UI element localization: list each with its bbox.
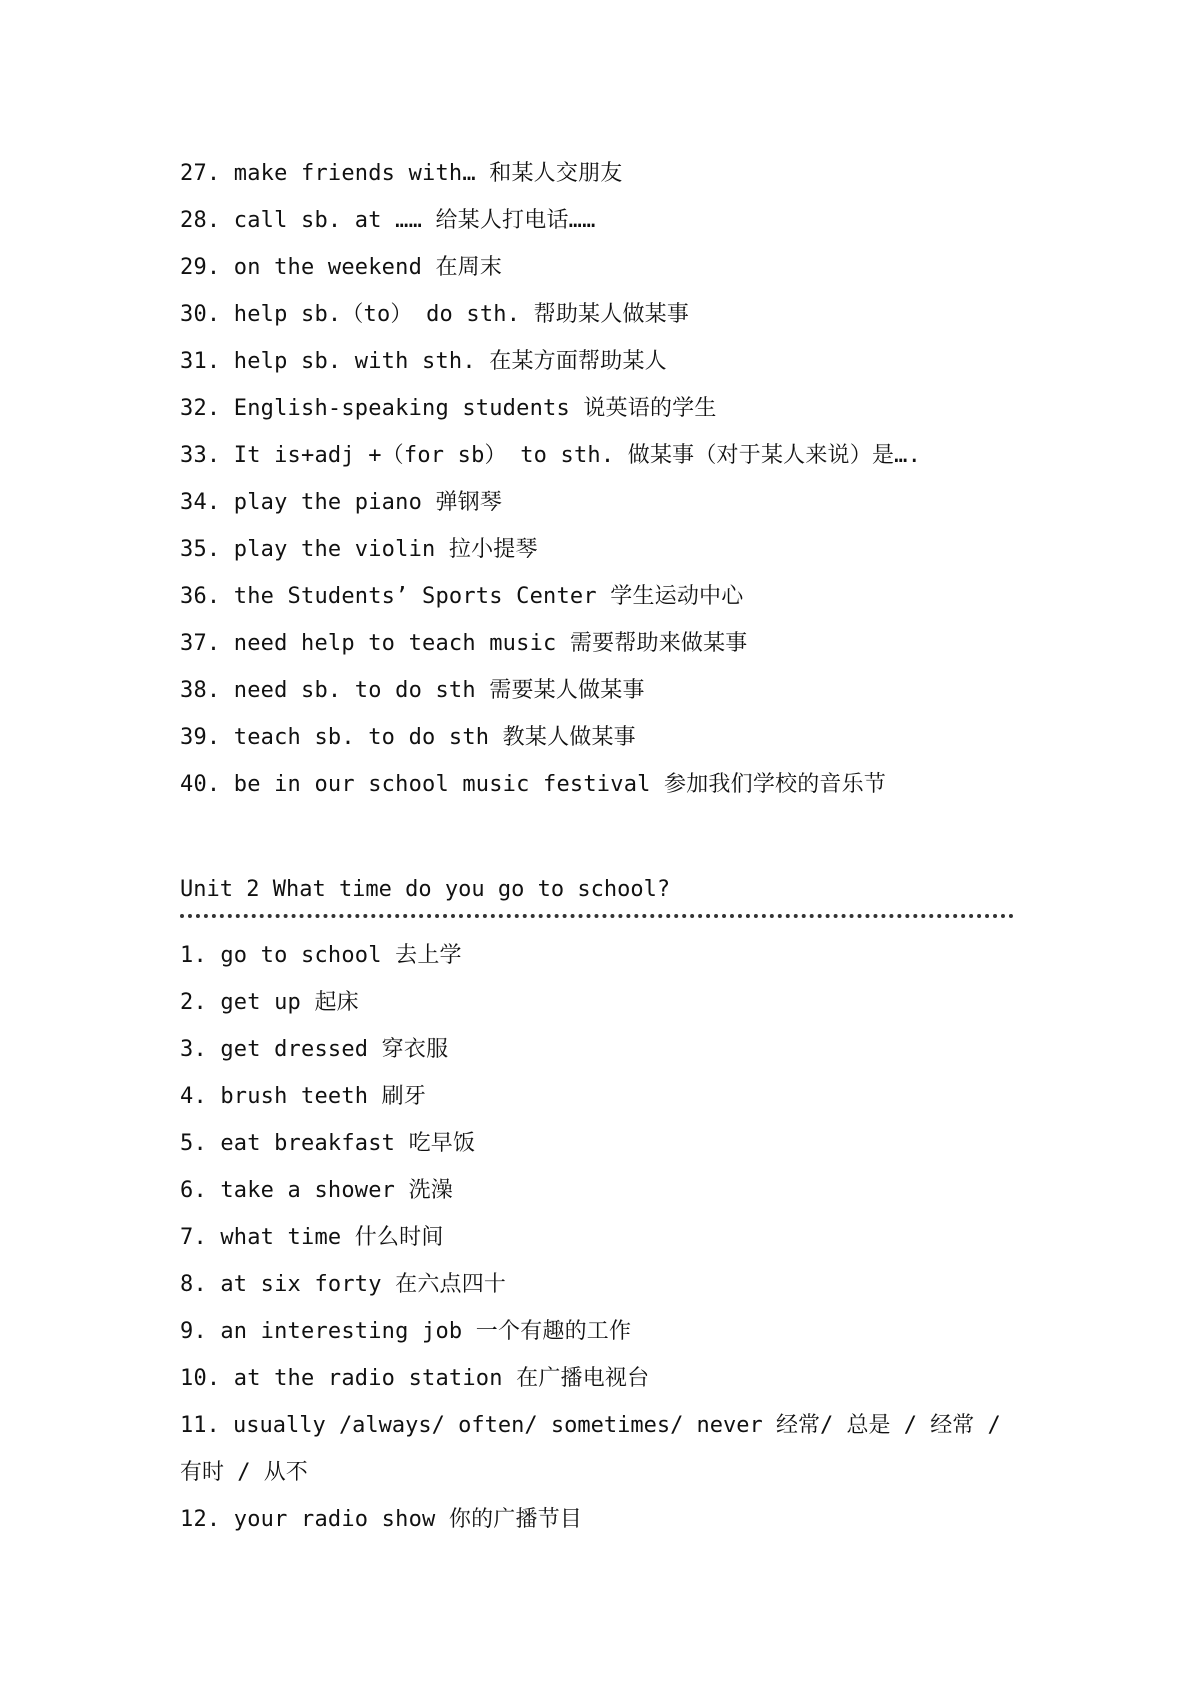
- document-body: [180, 150, 1020, 1543]
- section-spacer: [180, 808, 1020, 870]
- list-item: 5. eat breakfast 吃早饭: [180, 1131, 476, 1156]
- list-item: 3. get dressed 穿衣服: [180, 1037, 449, 1062]
- list-item: 32. English-speaking students 说英语的学生: [180, 396, 717, 421]
- list-item: 38. need sb. to do sth 需要某人做某事: [180, 678, 645, 703]
- list-item: 34. play the piano 弹钢琴: [180, 490, 503, 515]
- unit2-phrase-list: [180, 932, 1020, 1543]
- list-item: 7. what time 什么时间: [180, 1225, 444, 1250]
- list-item: 4. brush teeth 刷牙: [180, 1084, 427, 1109]
- list-item: 2. get up 起床: [180, 990, 359, 1015]
- list-item: 27. make friends with… 和某人交朋友: [180, 161, 623, 186]
- list-item: 10. at the radio station 在广播电视台: [180, 1366, 650, 1391]
- list-item: 28. call sb. at …… 给某人打电话……: [180, 208, 596, 233]
- list-item: 12. your radio show 你的广播节目: [180, 1507, 583, 1532]
- list-item: 30. help sb.（to） do sth. 帮助某人做某事: [180, 302, 690, 327]
- list-item: 36. the Students’ Sports Center 学生运动中心: [180, 584, 744, 609]
- list-item: 9. an interesting job 一个有趣的工作: [180, 1319, 632, 1344]
- list-item: 37. need help to teach music 需要帮助来做某事: [180, 631, 748, 656]
- list-item: 35. play the violin 拉小提琴: [180, 537, 538, 562]
- list-item: 8. at six forty 在六点四十: [180, 1272, 507, 1297]
- list-item: 1. go to school 去上学: [180, 943, 462, 968]
- list-item: 31. help sb. with sth. 在某方面帮助某人: [180, 349, 667, 374]
- list-item: 11. usually /always/ often/ sometimes/ never 经常/ 总是 / 经常 /有时 / 从不: [180, 1413, 1001, 1485]
- list-item: 40. be in our school music festival 参加我们学校的音乐节: [180, 772, 887, 797]
- list-item: 6. take a shower 洗澡: [180, 1178, 453, 1203]
- list-item: 39. teach sb. to do sth 教某人做某事: [180, 725, 636, 750]
- dotted-divider: [180, 914, 1014, 918]
- list-item: 29. on the weekend 在周末: [180, 255, 503, 280]
- unit2-heading: Unit 2 What time do you go to school?: [180, 877, 671, 902]
- list-item: 33. It is+adj +（for sb） to sth. 做某事（对于某人来说）是….: [180, 443, 922, 468]
- unit1-phrase-list: [180, 150, 1020, 808]
